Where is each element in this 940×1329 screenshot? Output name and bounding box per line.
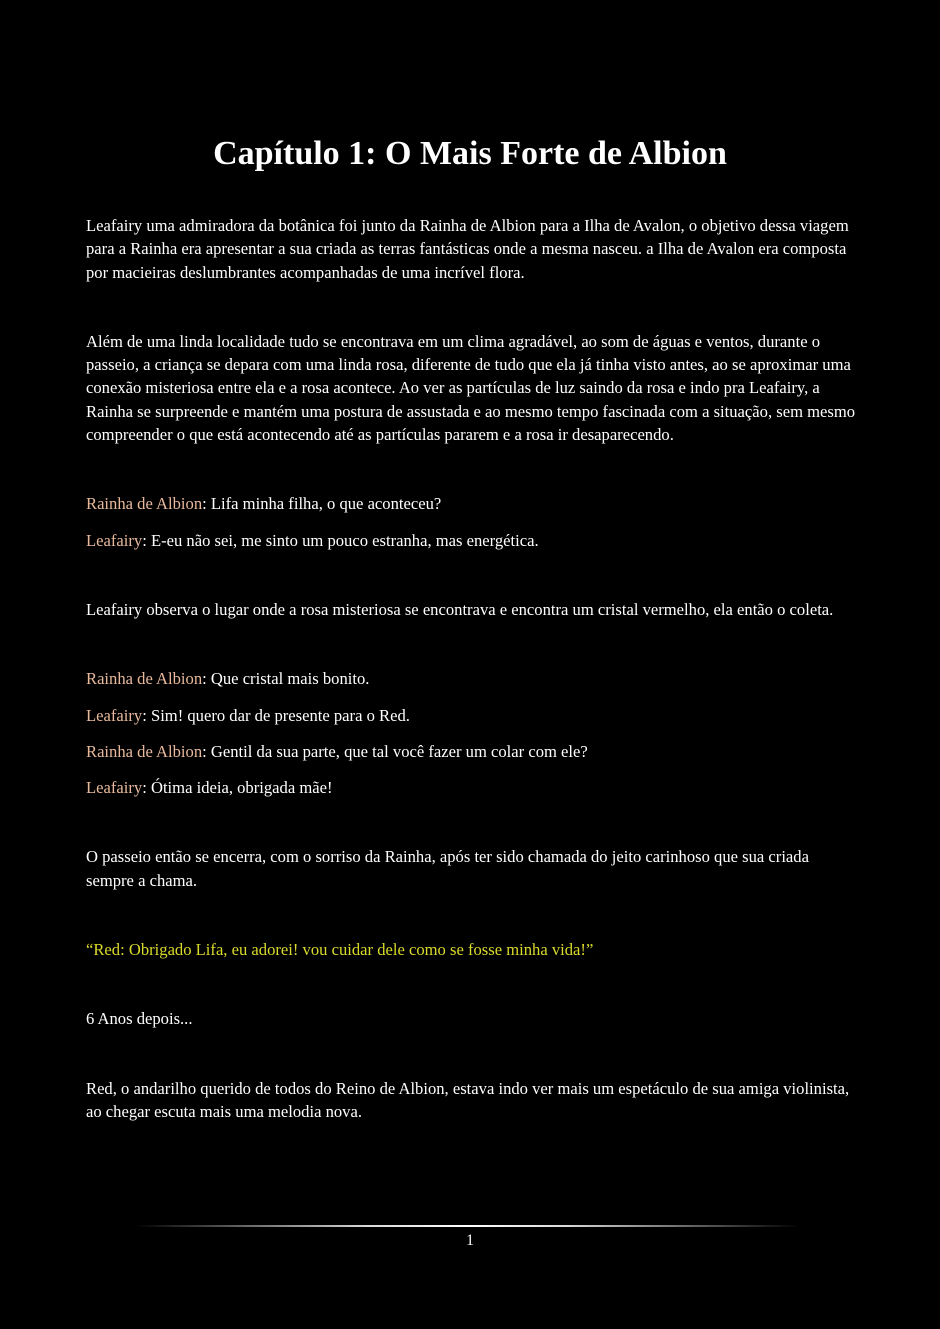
chapter-title: Capítulo 1: O Mais Forte de Albion: [213, 135, 727, 172]
dialogue-line: [86, 704, 856, 727]
paragraph-end-walk: O passeio então se encerra, com o sorriso da Rainha, após ter sido chamada do jeito carinhoso que sua criada sempre a chama.: [86, 847, 809, 890]
dialogue-text: : Gentil da sua parte, que tal você fazer um colar com ele?: [202, 741, 588, 761]
dialogue-text: : Que cristal mais bonito.: [202, 669, 370, 689]
paragraph-rose: Além de uma linda localidade tudo se encontrava em um clima agradável, ao som de águas e ventos, durante o passeio, a criança se depara com uma linda rosa, diferente de tudo que ela já tinha visto antes, ao se aproximar uma conexão misteriosa entre ela e a rosa acontece. Ao ver as partículas de luz saindo da rosa e indo pra Leafairy, a Rainha se surpreende e mantém uma postura de assustada e ao mesmo tempo fascinada com a situação, sem mesmo compreender o que está acontecendo até as partículas pararem e a rosa ir desaparecendo.: [86, 331, 856, 445]
speaker-name: Rainha de Albion: [86, 741, 203, 761]
paragraph-intro: Leafairy uma admiradora da botânica foi junto da Rainha de Albion para a Ilha de Avalon, o objetivo dessa viagem para a Rainha era apresentar a sua criada as terras fantásticas onde a mesma nasceu. a Ilha de Avalon era composta por macieiras deslumbrantes acompanhadas de uma incrível flora.: [86, 216, 849, 282]
page-number: 1: [466, 1232, 474, 1249]
speaker-name: Rainha de Albion: [86, 669, 203, 689]
paragraph-red: Red, o andarilho querido de todos do Reino de Albion, estava indo ver mais um espetáculo de sua amiga violinista, ao chegar escuta mais uma melodia nova.: [86, 1078, 850, 1121]
footer-divider: [135, 1225, 800, 1227]
speaker-name: Leafairy: [86, 530, 143, 550]
time-skip: 6 Anos depois...: [86, 1009, 193, 1029]
dialogue-line: [86, 529, 856, 552]
chapter-body: [86, 214, 856, 1123]
dialogue-text: : Lifa minha filha, o que aconteceu?: [202, 494, 442, 514]
dialogue-line: [86, 740, 856, 763]
red-quote: “Red: Obrigado Lifa, eu adorei! vou cuidar dele como se fosse minha vida!”: [86, 940, 594, 960]
dialogue-text: : Ótima ideia, obrigada mãe!: [142, 778, 333, 798]
speaker-name: Leafairy: [86, 705, 143, 725]
speaker-name: Rainha de Albion: [86, 494, 203, 514]
speaker-name: Leafairy: [86, 778, 143, 798]
dialogue-text: : E-eu não sei, me sinto um pouco estranha, mas energética.: [142, 530, 539, 550]
dialogue-line: [86, 492, 856, 515]
paragraph-crystal: Leafairy observa o lugar onde a rosa misteriosa se encontrava e encontra um cristal vermelho, ela então o coleta.: [86, 599, 834, 619]
dialogue-line: [86, 667, 856, 690]
dialogue-text: : Sim! quero dar de presente para o Red.: [142, 705, 410, 725]
dialogue-line: [86, 776, 856, 799]
